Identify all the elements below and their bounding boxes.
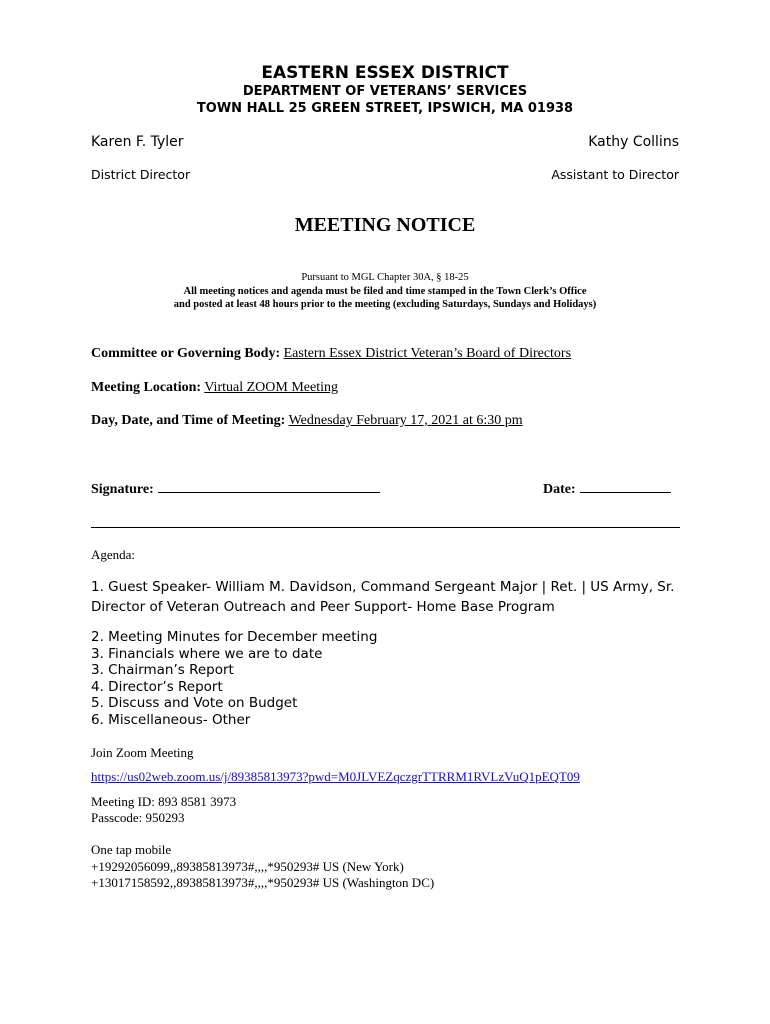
- committee-label: Committee or Governing Body:: [91, 346, 281, 361]
- location-label: Meeting Location:: [91, 380, 202, 395]
- agenda-item: 4. Director’s Report: [91, 678, 223, 695]
- datetime-value: Wednesday February 17, 2021 at 6:30 pm: [288, 413, 523, 428]
- filing-requirement-line-1: All meeting notices and agenda must be filed and time stamped in the Town Clerk’s Office: [183, 286, 587, 297]
- organization-title: EASTERN ESSEX DISTRICT: [261, 63, 509, 83]
- signature-field: [91, 480, 380, 498]
- pursuant-line: Pursuant to MGL Chapter 30A, § 18-25: [301, 272, 469, 283]
- zoom-meeting-id: Meeting ID: 893 8581 3973: [91, 794, 237, 809]
- one-tap-number: +19292056099,,89385813973#,,,,*950293# US (New York): [91, 858, 404, 874]
- agenda-item: 3. Financials where we are to date: [91, 645, 323, 662]
- one-tap-number: +13017158592,,89385813973#,,,,*950293# US (Washington DC): [91, 875, 435, 890]
- zoom-meeting-link[interactable]: https://us02web.zoom.us/j/89385813973?pwd=M0JLVEZqczgrTTRRM1RVLzVuQ1pEQT09: [91, 769, 580, 784]
- agenda-item-speaker: 1. Guest Speaker- William M. Davidson, Command Sergeant Major | Ret. | US Army, Sr. Director of Veteran Outreach and Peer Support- Home Base Program: [91, 579, 675, 615]
- datetime-field: [91, 413, 523, 429]
- zoom-meeting-details: [91, 794, 236, 826]
- agenda-item: 5. Discuss and Vote on Budget: [91, 695, 298, 711]
- department-name: DEPARTMENT OF VETERANS’ SERVICES: [242, 84, 528, 99]
- date-line[interactable]: [580, 480, 671, 493]
- zoom-one-tap: [91, 842, 434, 892]
- filing-requirement-line-2: and posted at least 48 hours prior to the meeting (excluding Saturdays, Sundays and Holidays): [173, 299, 597, 310]
- datetime-label: Day, Date, and Time of Meeting:: [91, 413, 286, 428]
- agenda-item: 3. Chairman’s Report: [91, 662, 234, 678]
- committee-field: [91, 346, 571, 362]
- agenda-item: 6. Miscellaneous- Other: [91, 711, 251, 728]
- date-field: [543, 480, 671, 498]
- agenda-list: [91, 629, 377, 728]
- agenda-item: 2. Meeting Minutes for December meeting: [91, 629, 378, 645]
- committee-value: Eastern Essex District Veteran’s Board of Directors: [283, 346, 572, 361]
- divider: [91, 527, 680, 528]
- signature-line[interactable]: [158, 480, 380, 493]
- notice-title: MEETING NOTICE: [294, 214, 476, 236]
- one-tap-label: One tap mobile: [91, 842, 172, 857]
- agenda-label: Agenda:: [91, 547, 136, 562]
- zoom-join-label: Join Zoom Meeting: [91, 745, 194, 760]
- zoom-passcode: Passcode: 950293: [91, 810, 185, 825]
- date-label: Date:: [543, 482, 576, 497]
- director-name: Karen F. Tyler: [91, 134, 184, 150]
- address-line: TOWN HALL 25 GREEN STREET, IPSWICH, MA 01938: [196, 101, 574, 116]
- assistant-title: Assistant to Director: [551, 167, 679, 182]
- signature-label: Signature:: [91, 482, 154, 497]
- location-field: [91, 380, 338, 396]
- assistant-name: Kathy Collins: [588, 134, 679, 150]
- director-title: District Director: [91, 167, 191, 182]
- location-value: Virtual ZOOM Meeting: [204, 380, 338, 395]
